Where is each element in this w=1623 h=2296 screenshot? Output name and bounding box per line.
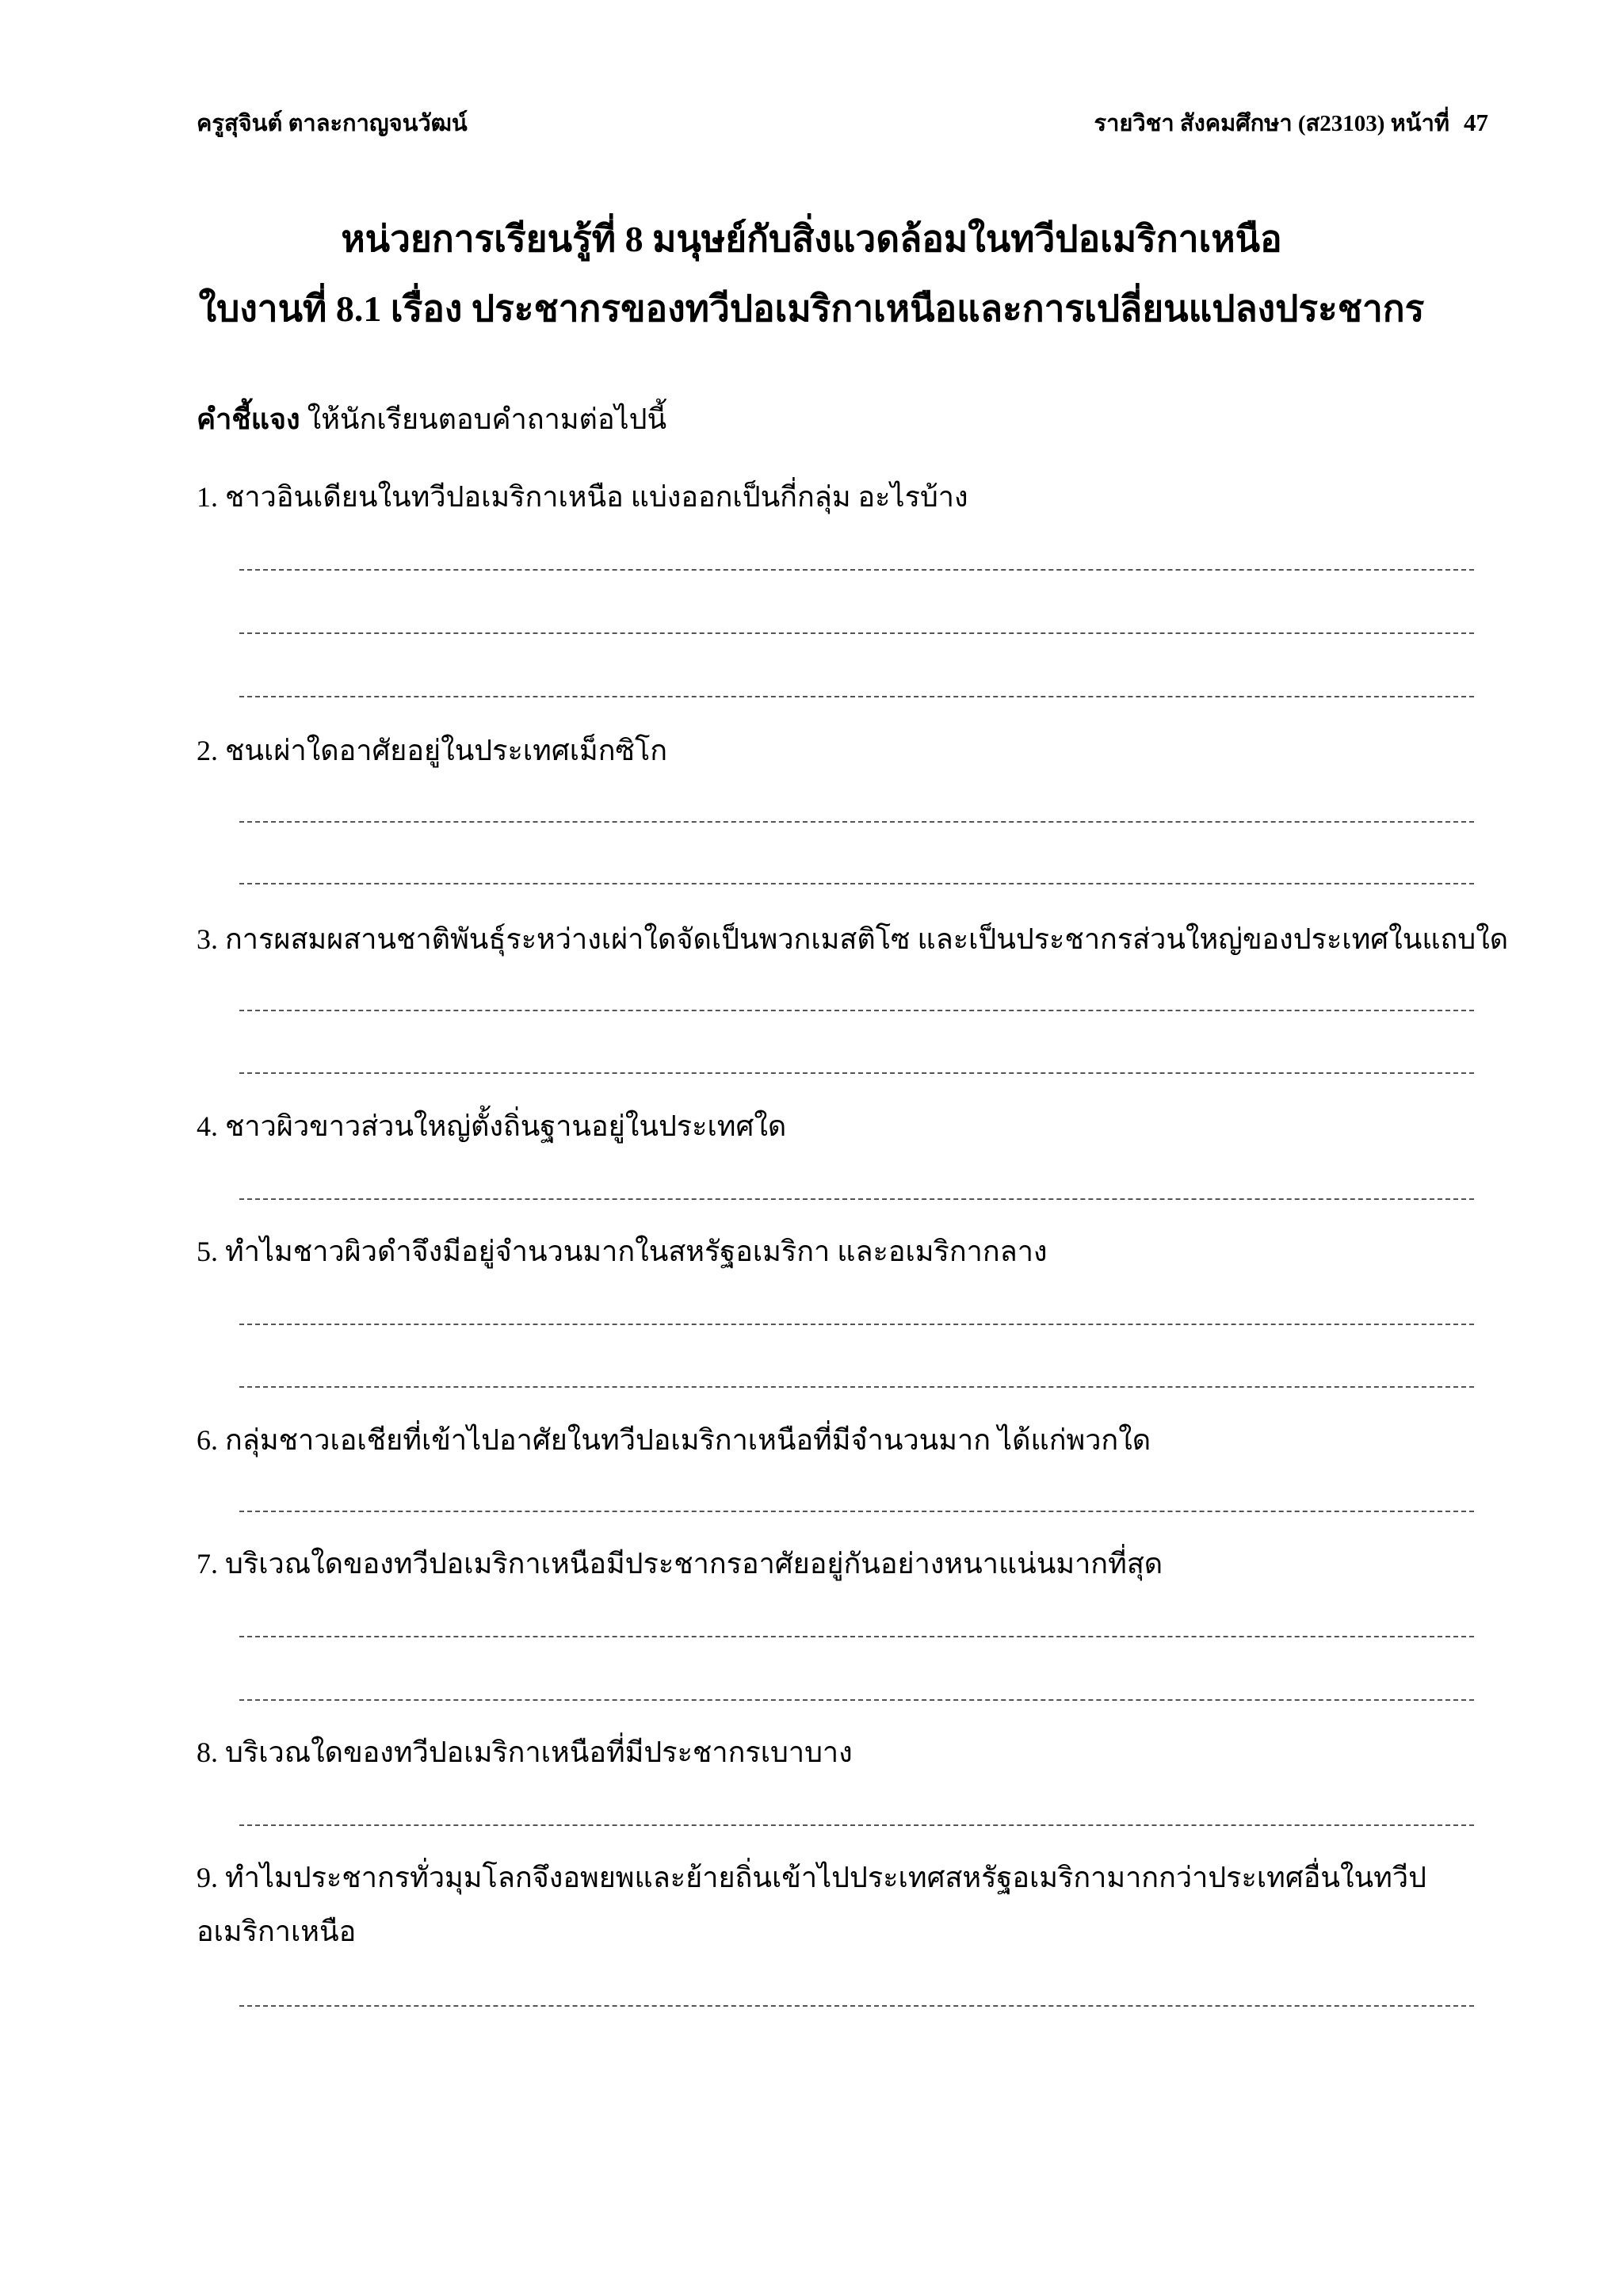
answer-line[interactable] [239,1198,1474,1200]
question-number: 2. [197,735,218,766]
unit-title: หน่วยการเรียนรู้ที่ 8 มนุษย์กับสิ่งแวดล้อมในทวีปอเมริกาเหนือ [341,219,1282,259]
question-1 [197,474,1504,520]
question-text: ชนเผ่าใดอาศัยอยู่ในประเทศเม็กซิโก [225,735,668,766]
question-text: ชาวผิวขาวส่วนใหญ่ตั้งถิ่นฐานอยู่ในประเทศใด [225,1110,787,1142]
question-text: ทำไมประชากรทั่วมุมโลกจึงอพยพและย้ายถิ่นเข้าไปประเทศสหรัฐอเมริกามากกว่าประเทศอื่นในทวีป [225,1862,1426,1893]
question-number: 4. [197,1110,218,1142]
worksheet-subtitle: ใบงานที่ 8.1 เรื่อง ประชากรของทวีปอเมริกาเหนือและการเปลี่ยนแปลงประชากร [198,288,1425,329]
question-text: ทำไมชาวผิวดำจึงมีอยู่จำนวนมากในสหรัฐอเมริกา และอเมริกากลาง [225,1236,1048,1267]
subject-page-info [1094,105,1488,141]
answer-line[interactable] [239,883,1474,884]
question-6 [197,1417,1504,1463]
author-name: ครูสุจินต์ ตาละกาญจนวัฒน์ [197,111,468,136]
question-7 [197,1541,1504,1587]
answer-line[interactable] [239,1824,1474,1826]
answer-line[interactable] [239,1636,1474,1637]
answer-line[interactable] [239,632,1474,634]
answer-line[interactable] [239,1386,1474,1388]
question-3 [197,916,1509,962]
answer-line[interactable] [239,696,1474,697]
answer-line[interactable] [239,2005,1474,2007]
answer-line[interactable] [239,1699,1474,1701]
question-2 [197,728,1504,774]
answer-line[interactable] [239,1324,1474,1325]
question-4 [197,1103,1504,1149]
question-text-continued: อเมริกาเหนือ [197,1916,357,1947]
question-text: บริเวณใดของทวีปอเมริกาเหนือที่มีประชากรเบาบาง [225,1736,853,1768]
answer-line[interactable] [239,1072,1474,1074]
question-number: 5. [197,1236,218,1267]
instruction [197,396,666,441]
instruction-label: คำชี้แจง [197,403,300,435]
question-text: กลุ่มชาวเอเชียที่เข้าไปอาศัยในทวีปอเมริกาเหนือที่มีจำนวนมาก ได้แก่พวกใด [225,1424,1151,1456]
question-number: 6. [197,1424,218,1456]
question-text: การผสมผสานชาติพันธุ์ระหว่างเผ่าใดจัดเป็นพวกเมสติโซ และเป็นประชากรส่วนใหญ่ของประเทศในแถบใด [225,923,1509,955]
question-number: 1. [197,481,218,513]
answer-line[interactable] [239,1010,1474,1011]
question-8 [197,1729,1504,1775]
page-header [197,105,1488,144]
question-text: ชาวอินเดียนในทวีปอเมริกาเหนือ แบ่งออกเป็นกี่กลุ่ม อะไรบ้าง [225,481,968,513]
worksheet-title [0,204,1623,344]
answer-line[interactable] [239,569,1474,571]
answer-line[interactable] [239,821,1474,823]
page-number: 47 [1464,109,1488,136]
question-text: บริเวณใดของทวีปอเมริกาเหนือมีประชากรอาศัยอยู่กันอย่างหนาแน่นมากที่สุด [225,1548,1163,1580]
answer-line[interactable] [239,1511,1474,1512]
question-number: 7. [197,1548,218,1580]
question-9-continued [197,1908,1504,1954]
question-number: 3. [197,923,218,955]
subject-label: รายวิชา สังคมศึกษา (ส23103) หน้าที่ [1094,111,1449,136]
question-number: 9. [197,1862,218,1893]
question-number: 8. [197,1736,218,1768]
question-5 [197,1228,1504,1274]
instruction-text: ให้นักเรียนตอบคำถามต่อไปนี้ [307,403,667,435]
question-9 [197,1855,1504,1901]
